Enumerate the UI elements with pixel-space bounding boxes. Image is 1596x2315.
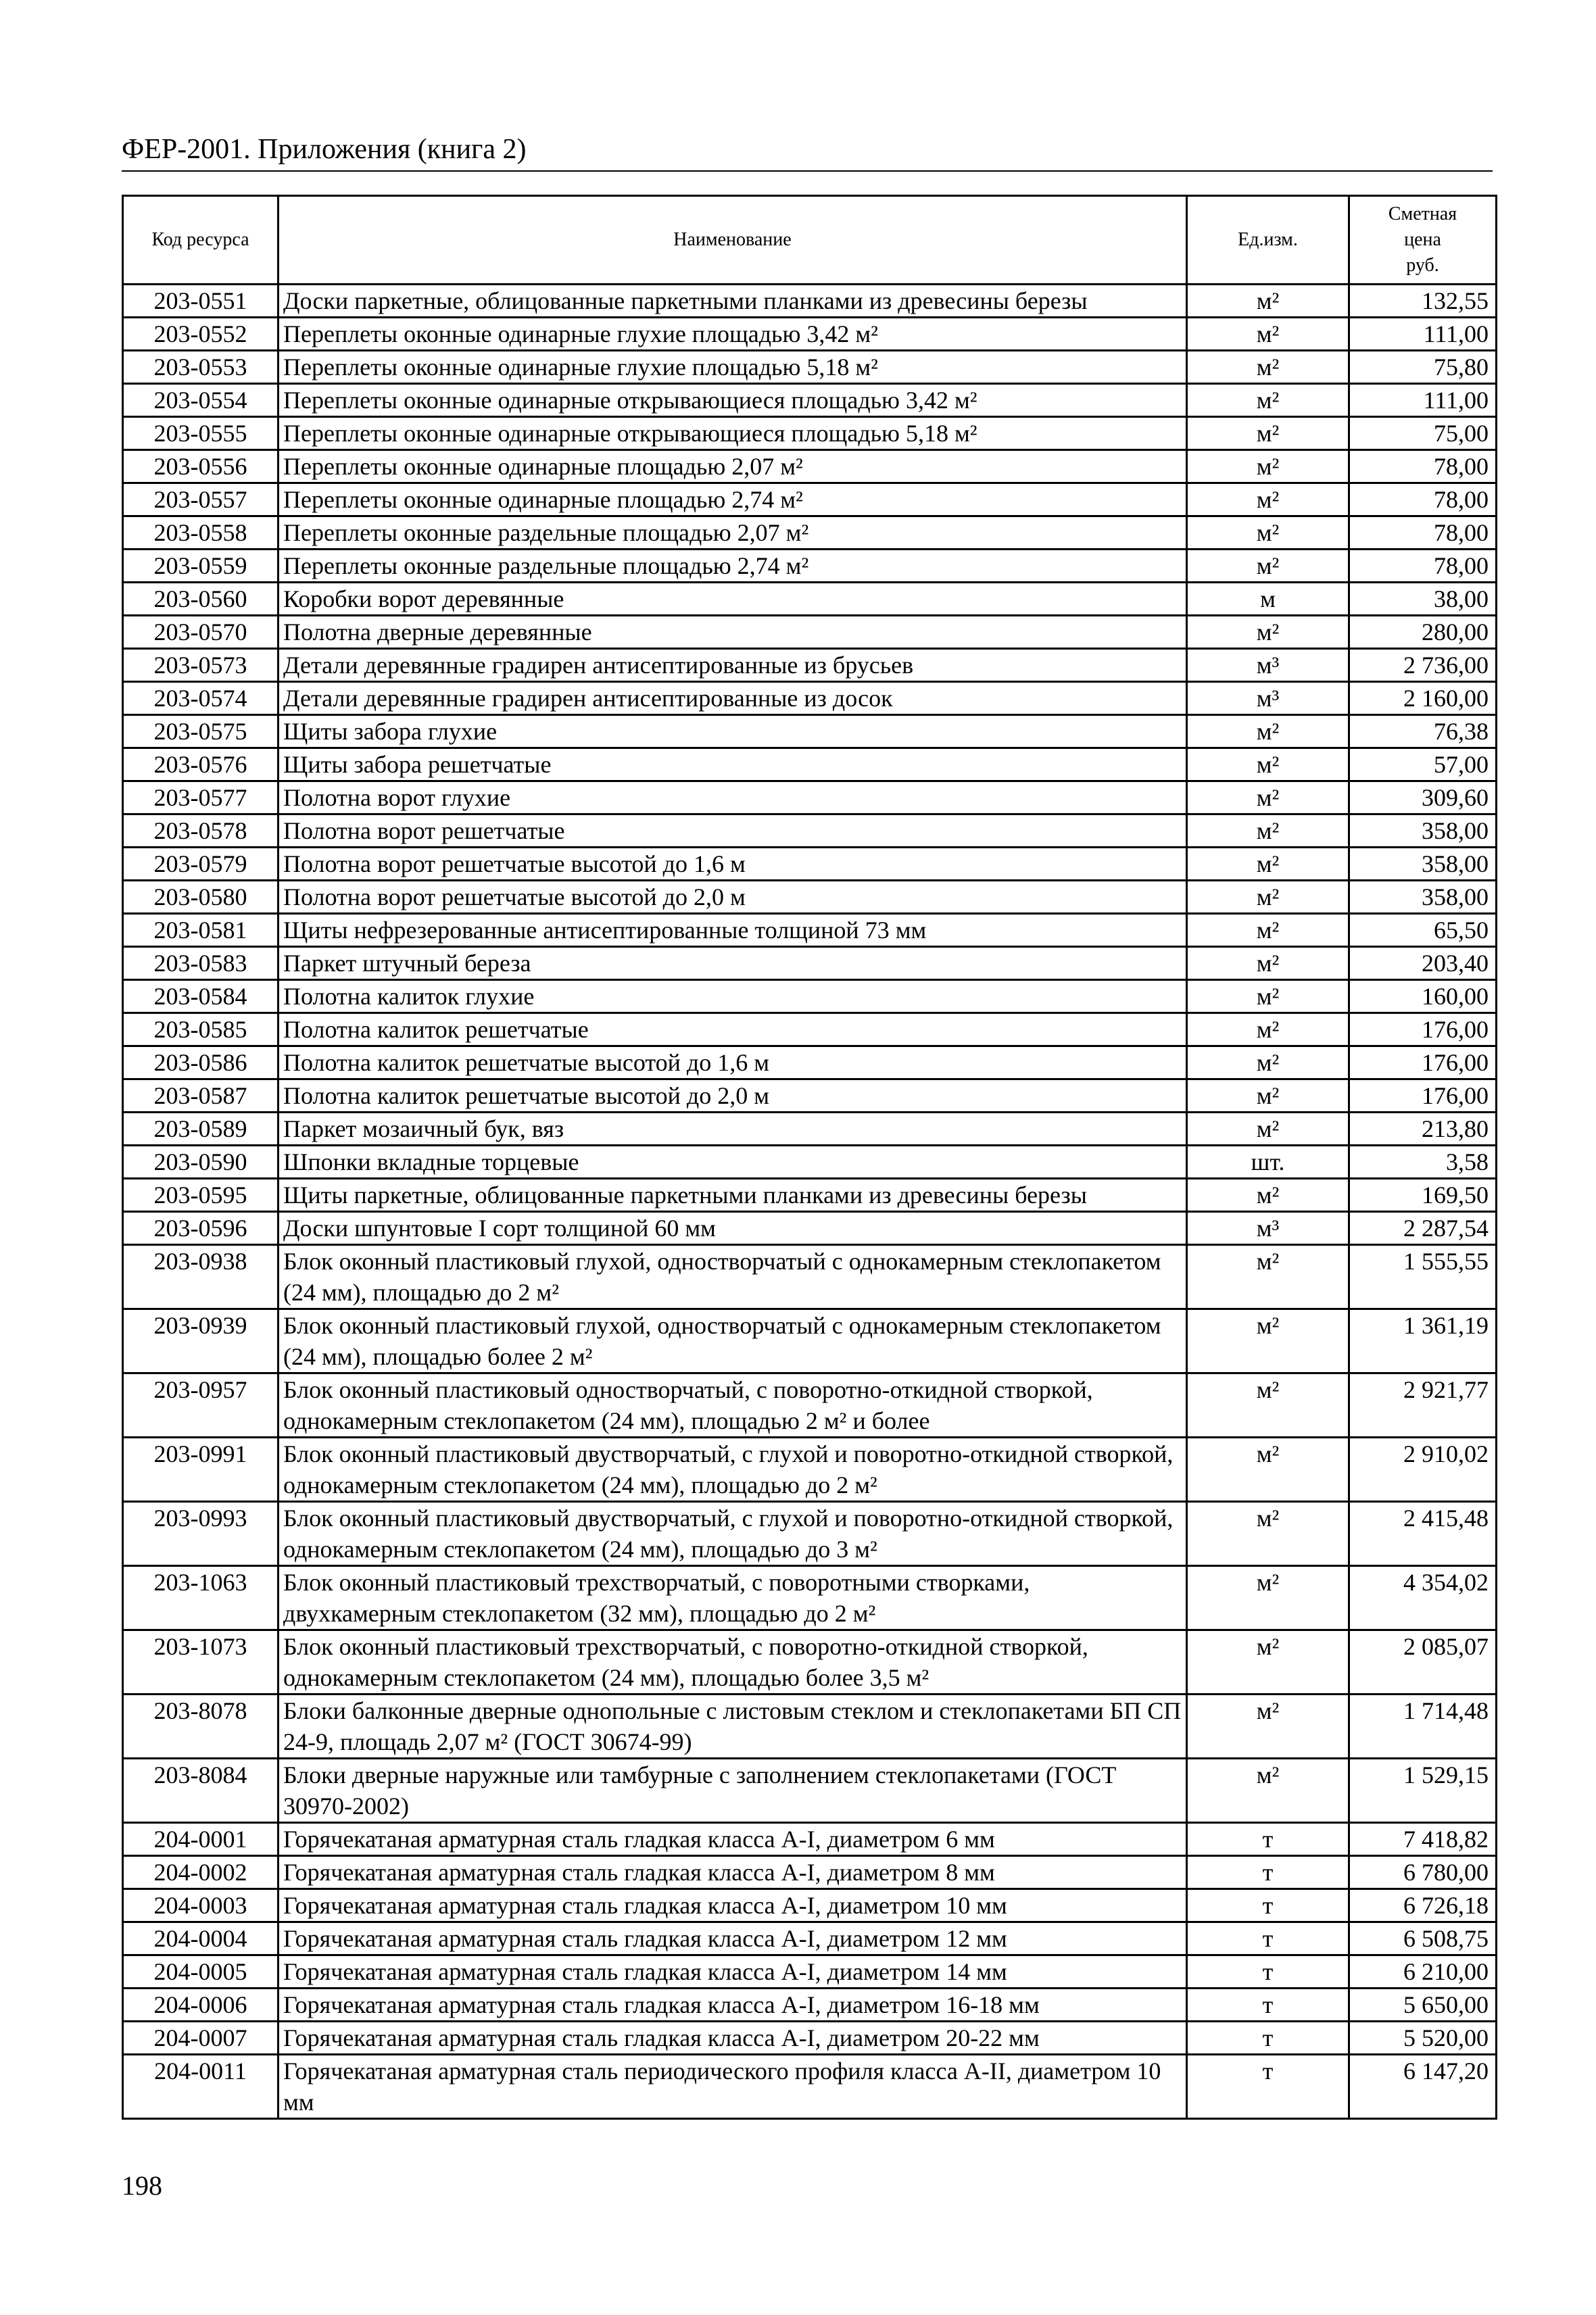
cell-name: Коробки ворот деревянные — [279, 583, 1187, 616]
table-row — [123, 516, 1497, 550]
cell-price: 1 555,55 — [1349, 1245, 1497, 1309]
cell-name: Блок оконный пластиковый трехстворчатый, с поворотно-откидной створкой, однокамерным стеклопакетом (24 мм), площадью более 3,5 м² — [279, 1630, 1187, 1695]
cell-code: 203-0991 — [123, 1438, 279, 1502]
cell-code: 203-0574 — [123, 682, 279, 715]
cell-unit: м² — [1187, 318, 1349, 351]
table-row — [123, 1889, 1497, 1922]
cell-name: Блок оконный пластиковый двустворчатый, с глухой и поворотно-откидной створкой, однокамерным стеклопакетом (24 мм), площадью до 2 м² — [279, 1438, 1187, 1502]
table-row — [123, 1309, 1497, 1373]
cell-code: 203-0579 — [123, 848, 279, 881]
cell-name: Горячекатаная арматурная сталь гладкая класса А-I, диаметром 20-22 мм — [279, 2022, 1187, 2055]
cell-name: Детали деревянные градирен антисептированные из брусьев — [279, 649, 1187, 682]
cell-price: 76,38 — [1349, 715, 1497, 748]
cell-price: 2 910,02 — [1349, 1438, 1497, 1502]
cell-code: 203-0581 — [123, 914, 279, 947]
cell-price: 1 361,19 — [1349, 1309, 1497, 1373]
cell-price: 57,00 — [1349, 748, 1497, 781]
cell-unit: м² — [1187, 285, 1349, 318]
cell-name: Полотна дверные деревянные — [279, 616, 1187, 649]
table-row — [123, 2055, 1497, 2119]
cell-code: 203-0553 — [123, 351, 279, 384]
cell-price: 2 085,07 — [1349, 1630, 1497, 1695]
cell-code: 203-0585 — [123, 1013, 279, 1046]
cell-price: 75,80 — [1349, 351, 1497, 384]
cell-price: 3,58 — [1349, 1146, 1497, 1179]
table-row — [123, 947, 1497, 980]
cell-code: 203-0938 — [123, 1245, 279, 1309]
cell-name: Полотна калиток решетчатые высотой до 1,6 м — [279, 1046, 1187, 1079]
cell-unit: м² — [1187, 1630, 1349, 1695]
cell-unit: м² — [1187, 1373, 1349, 1438]
column-header-name: Наименование — [279, 196, 1187, 285]
page-number: 198 — [122, 2170, 162, 2201]
table-header-row — [123, 196, 1497, 285]
cell-price: 6 726,18 — [1349, 1889, 1497, 1922]
cell-unit: м² — [1187, 616, 1349, 649]
cell-code: 204-0006 — [123, 1989, 279, 2022]
table-row — [123, 715, 1497, 748]
cell-unit: т — [1187, 1922, 1349, 1955]
cell-code: 203-0557 — [123, 483, 279, 516]
cell-price: 111,00 — [1349, 318, 1497, 351]
header-rule — [122, 170, 1493, 172]
table-row — [123, 1212, 1497, 1245]
cell-unit: м³ — [1187, 649, 1349, 682]
cell-unit: м² — [1187, 781, 1349, 814]
cell-unit: м² — [1187, 1502, 1349, 1566]
cell-code: 203-0589 — [123, 1113, 279, 1146]
table-row — [123, 550, 1497, 583]
table-row — [123, 1955, 1497, 1989]
cell-unit: м² — [1187, 483, 1349, 516]
cell-price: 1 714,48 — [1349, 1695, 1497, 1759]
cell-code: 203-0555 — [123, 417, 279, 450]
cell-code: 203-0590 — [123, 1146, 279, 1179]
cell-unit: т — [1187, 2055, 1349, 2119]
cell-price: 6 508,75 — [1349, 1922, 1497, 1955]
table-row — [123, 616, 1497, 649]
cell-code: 203-0993 — [123, 1502, 279, 1566]
cell-name: Полотна ворот решетчатые высотой до 1,6 м — [279, 848, 1187, 881]
cell-name: Блок оконный пластиковый глухой, одностворчатый с однокамерным стеклопакетом (24 мм), площадью более 2 м² — [279, 1309, 1187, 1373]
table-row — [123, 781, 1497, 814]
cell-code: 204-0002 — [123, 1856, 279, 1889]
cell-price: 176,00 — [1349, 1079, 1497, 1113]
cell-code: 203-0552 — [123, 318, 279, 351]
cell-price: 213,80 — [1349, 1113, 1497, 1146]
cell-unit: м² — [1187, 914, 1349, 947]
cell-name: Горячекатаная арматурная сталь гладкая класса А-I, диаметром 12 мм — [279, 1922, 1187, 1955]
cell-code: 203-0556 — [123, 450, 279, 483]
cell-price: 78,00 — [1349, 483, 1497, 516]
cell-unit: м² — [1187, 1438, 1349, 1502]
cell-code: 203-0575 — [123, 715, 279, 748]
cell-name: Полотна ворот глухие — [279, 781, 1187, 814]
table-row — [123, 980, 1497, 1013]
cell-name: Горячекатаная арматурная сталь гладкая класса А-I, диаметром 10 мм — [279, 1889, 1187, 1922]
cell-name: Переплеты оконные одинарные глухие площадью 3,42 м² — [279, 318, 1187, 351]
cell-price: 203,40 — [1349, 947, 1497, 980]
cell-name: Горячекатаная арматурная сталь периодического профиля класса А-II, диаметром 10 мм — [279, 2055, 1187, 2119]
cell-name: Горячекатаная арматурная сталь гладкая класса А-I, диаметром 14 мм — [279, 1955, 1187, 1989]
cell-price: 75,00 — [1349, 417, 1497, 450]
cell-code: 203-8084 — [123, 1759, 279, 1823]
cell-unit: м³ — [1187, 1212, 1349, 1245]
cell-code: 203-0584 — [123, 980, 279, 1013]
table-row — [123, 682, 1497, 715]
cell-name: Полотна ворот решетчатые высотой до 2,0 м — [279, 881, 1187, 914]
column-header-unit: Ед.изм. — [1187, 196, 1349, 285]
table-row — [123, 2022, 1497, 2055]
cell-code: 203-8078 — [123, 1695, 279, 1759]
cell-code: 203-0577 — [123, 781, 279, 814]
table-row — [123, 1823, 1497, 1856]
cell-name: Щиты нефрезерованные антисептированные толщиной 73 мм — [279, 914, 1187, 947]
cell-unit: м² — [1187, 1113, 1349, 1146]
table-row — [123, 1438, 1497, 1502]
cell-code: 203-0596 — [123, 1212, 279, 1245]
cell-unit: м² — [1187, 980, 1349, 1013]
cell-unit: м² — [1187, 1179, 1349, 1212]
cell-unit: м² — [1187, 384, 1349, 417]
cell-price: 78,00 — [1349, 450, 1497, 483]
cell-price: 5 650,00 — [1349, 1989, 1497, 2022]
cell-unit: м² — [1187, 848, 1349, 881]
cell-price: 176,00 — [1349, 1046, 1497, 1079]
cell-name: Полотна калиток решетчатые высотой до 2,0 м — [279, 1079, 1187, 1113]
cell-name: Паркет штучный береза — [279, 947, 1187, 980]
table-body — [123, 285, 1497, 2119]
cell-price: 6 780,00 — [1349, 1856, 1497, 1889]
cell-name: Щиты забора решетчатые — [279, 748, 1187, 781]
cell-unit: м — [1187, 583, 1349, 616]
cell-price: 4 354,02 — [1349, 1566, 1497, 1630]
table-row — [123, 1113, 1497, 1146]
cell-unit: т — [1187, 1823, 1349, 1856]
cell-unit: м² — [1187, 715, 1349, 748]
cell-price: 38,00 — [1349, 583, 1497, 616]
cell-code: 203-0558 — [123, 516, 279, 550]
cell-code: 203-0578 — [123, 814, 279, 848]
price-table — [122, 195, 1497, 2120]
table-row — [123, 1046, 1497, 1079]
cell-unit: т — [1187, 1856, 1349, 1889]
cell-price: 7 418,82 — [1349, 1823, 1497, 1856]
column-header-price — [1349, 196, 1497, 285]
cell-price: 309,60 — [1349, 781, 1497, 814]
cell-name: Доски шпунтовые I сорт толщиной 60 мм — [279, 1212, 1187, 1245]
table-row — [123, 1922, 1497, 1955]
cell-code: 203-0580 — [123, 881, 279, 914]
cell-name: Блок оконный пластиковый двустворчатый, с глухой и поворотно-откидной створкой, однокамерным стеклопакетом (24 мм), площадью до 3 м² — [279, 1502, 1187, 1566]
table-row — [123, 1856, 1497, 1889]
cell-price: 2 736,00 — [1349, 649, 1497, 682]
cell-price: 2 160,00 — [1349, 682, 1497, 715]
cell-price: 5 520,00 — [1349, 2022, 1497, 2055]
cell-code: 203-0573 — [123, 649, 279, 682]
table-row — [123, 649, 1497, 682]
cell-name: Щиты паркетные, облицованные паркетными планками из древесины березы — [279, 1179, 1187, 1212]
cell-unit: м² — [1187, 748, 1349, 781]
cell-unit: м² — [1187, 1566, 1349, 1630]
cell-unit: м² — [1187, 1046, 1349, 1079]
cell-code: 203-0570 — [123, 616, 279, 649]
cell-name: Щиты забора глухие — [279, 715, 1187, 748]
table-row — [123, 1759, 1497, 1823]
cell-name: Горячекатаная арматурная сталь гладкая класса А-I, диаметром 16-18 мм — [279, 1989, 1187, 2022]
cell-code: 203-0595 — [123, 1179, 279, 1212]
cell-unit: т — [1187, 1955, 1349, 1989]
table-row — [123, 814, 1497, 848]
table-row — [123, 1630, 1497, 1695]
cell-price: 111,00 — [1349, 384, 1497, 417]
table-row — [123, 1989, 1497, 2022]
cell-price: 132,55 — [1349, 285, 1497, 318]
cell-unit: т — [1187, 2022, 1349, 2055]
cell-code: 204-0011 — [123, 2055, 279, 2119]
cell-unit: м² — [1187, 450, 1349, 483]
cell-name: Переплеты оконные одинарные открывающиеся площадью 3,42 м² — [279, 384, 1187, 417]
page-header: ФЕР-2001. Приложения (книга 2) — [122, 134, 527, 165]
cell-name: Переплеты оконные одинарные площадью 2,07 м² — [279, 450, 1187, 483]
cell-name: Переплеты оконные раздельные площадью 2,74 м² — [279, 550, 1187, 583]
table-row — [123, 1373, 1497, 1438]
table-row — [123, 1146, 1497, 1179]
table-row — [123, 1013, 1497, 1046]
cell-name: Полотна калиток решетчатые — [279, 1013, 1187, 1046]
table-row — [123, 417, 1497, 450]
table-row — [123, 914, 1497, 947]
cell-code: 203-0586 — [123, 1046, 279, 1079]
table-row — [123, 285, 1497, 318]
cell-unit: шт. — [1187, 1146, 1349, 1179]
table-row — [123, 1245, 1497, 1309]
cell-code: 204-0005 — [123, 1955, 279, 1989]
cell-name: Горячекатаная арматурная сталь гладкая класса А-I, диаметром 8 мм — [279, 1856, 1187, 1889]
cell-price: 358,00 — [1349, 881, 1497, 914]
table-row — [123, 483, 1497, 516]
cell-code: 203-0551 — [123, 285, 279, 318]
cell-unit: м² — [1187, 351, 1349, 384]
cell-price: 6 147,20 — [1349, 2055, 1497, 2119]
cell-price: 160,00 — [1349, 980, 1497, 1013]
cell-unit: м² — [1187, 516, 1349, 550]
cell-name: Шпонки вкладные торцевые — [279, 1146, 1187, 1179]
cell-unit: м² — [1187, 1079, 1349, 1113]
cell-code: 203-0939 — [123, 1309, 279, 1373]
cell-price: 358,00 — [1349, 814, 1497, 848]
cell-name: Доски паркетные, облицованные паркетными планками из древесины березы — [279, 285, 1187, 318]
table-row — [123, 748, 1497, 781]
cell-unit: м² — [1187, 947, 1349, 980]
cell-name: Переплеты оконные одинарные глухие площадью 5,18 м² — [279, 351, 1187, 384]
cell-unit: м² — [1187, 1245, 1349, 1309]
table-row — [123, 351, 1497, 384]
cell-price: 78,00 — [1349, 550, 1497, 583]
cell-price: 78,00 — [1349, 516, 1497, 550]
column-header-code: Код ресурса — [123, 196, 279, 285]
cell-price: 2 921,77 — [1349, 1373, 1497, 1438]
cell-price: 2 287,54 — [1349, 1212, 1497, 1245]
table-row — [123, 450, 1497, 483]
cell-price: 169,50 — [1349, 1179, 1497, 1212]
table-row — [123, 1079, 1497, 1113]
cell-unit: м² — [1187, 814, 1349, 848]
cell-name: Полотна ворот решетчатые — [279, 814, 1187, 848]
column-header-price-label: Сметная цена руб. — [1388, 203, 1457, 276]
cell-unit: т — [1187, 1989, 1349, 2022]
table-row — [123, 1566, 1497, 1630]
cell-price: 176,00 — [1349, 1013, 1497, 1046]
table-row — [123, 1502, 1497, 1566]
cell-price: 2 415,48 — [1349, 1502, 1497, 1566]
cell-name: Переплеты оконные одинарные площадью 2,74 м² — [279, 483, 1187, 516]
cell-name: Детали деревянные градирен антисептированные из досок — [279, 682, 1187, 715]
cell-price: 358,00 — [1349, 848, 1497, 881]
cell-code: 203-0583 — [123, 947, 279, 980]
table-row — [123, 1179, 1497, 1212]
table-row — [123, 848, 1497, 881]
cell-unit: м² — [1187, 1695, 1349, 1759]
table-row — [123, 881, 1497, 914]
cell-code: 203-0559 — [123, 550, 279, 583]
table-row — [123, 384, 1497, 417]
cell-name: Блоки балконные дверные однопольные с листовым стеклом и стеклопакетами БП СП 24-9, площадь 2,07 м² (ГОСТ 30674-99) — [279, 1695, 1187, 1759]
cell-price: 1 529,15 — [1349, 1759, 1497, 1823]
cell-code: 203-0560 — [123, 583, 279, 616]
cell-unit: м² — [1187, 550, 1349, 583]
cell-code: 203-0957 — [123, 1373, 279, 1438]
cell-name: Блок оконный пластиковый одностворчатый, с поворотно-откидной створкой, однокамерным стеклопакетом (24 мм), площадью 2 м² и более — [279, 1373, 1187, 1438]
cell-price: 65,50 — [1349, 914, 1497, 947]
cell-name: Переплеты оконные раздельные площадью 2,07 м² — [279, 516, 1187, 550]
cell-price: 6 210,00 — [1349, 1955, 1497, 1989]
table-row — [123, 1695, 1497, 1759]
cell-name: Горячекатаная арматурная сталь гладкая класса А-I, диаметром 6 мм — [279, 1823, 1187, 1856]
cell-unit: м² — [1187, 417, 1349, 450]
table-row — [123, 318, 1497, 351]
cell-unit: м² — [1187, 881, 1349, 914]
cell-code: 203-0576 — [123, 748, 279, 781]
cell-unit: м² — [1187, 1013, 1349, 1046]
cell-code: 204-0007 — [123, 2022, 279, 2055]
cell-name: Блок оконный пластиковый глухой, одностворчатый с однокамерным стеклопакетом (24 мм), площадью до 2 м² — [279, 1245, 1187, 1309]
cell-name: Паркет мозаичный бук, вяз — [279, 1113, 1187, 1146]
cell-code: 203-0554 — [123, 384, 279, 417]
cell-unit: м³ — [1187, 682, 1349, 715]
cell-code: 203-1073 — [123, 1630, 279, 1695]
cell-name: Полотна калиток глухие — [279, 980, 1187, 1013]
cell-unit: м² — [1187, 1309, 1349, 1373]
cell-code: 204-0004 — [123, 1922, 279, 1955]
cell-name: Блок оконный пластиковый трехстворчатый, с поворотными створками, двухкамерным стеклопакетом (32 мм), площадью до 2 м² — [279, 1566, 1187, 1630]
cell-code: 203-1063 — [123, 1566, 279, 1630]
table-row — [123, 583, 1497, 616]
cell-name: Переплеты оконные одинарные открывающиеся площадью 5,18 м² — [279, 417, 1187, 450]
cell-code: 204-0003 — [123, 1889, 279, 1922]
cell-unit: м² — [1187, 1759, 1349, 1823]
cell-name: Блоки дверные наружные или тамбурные с заполнением стеклопакетами (ГОСТ 30970-2002) — [279, 1759, 1187, 1823]
cell-unit: т — [1187, 1889, 1349, 1922]
cell-price: 280,00 — [1349, 616, 1497, 649]
cell-code: 204-0001 — [123, 1823, 279, 1856]
cell-code: 203-0587 — [123, 1079, 279, 1113]
